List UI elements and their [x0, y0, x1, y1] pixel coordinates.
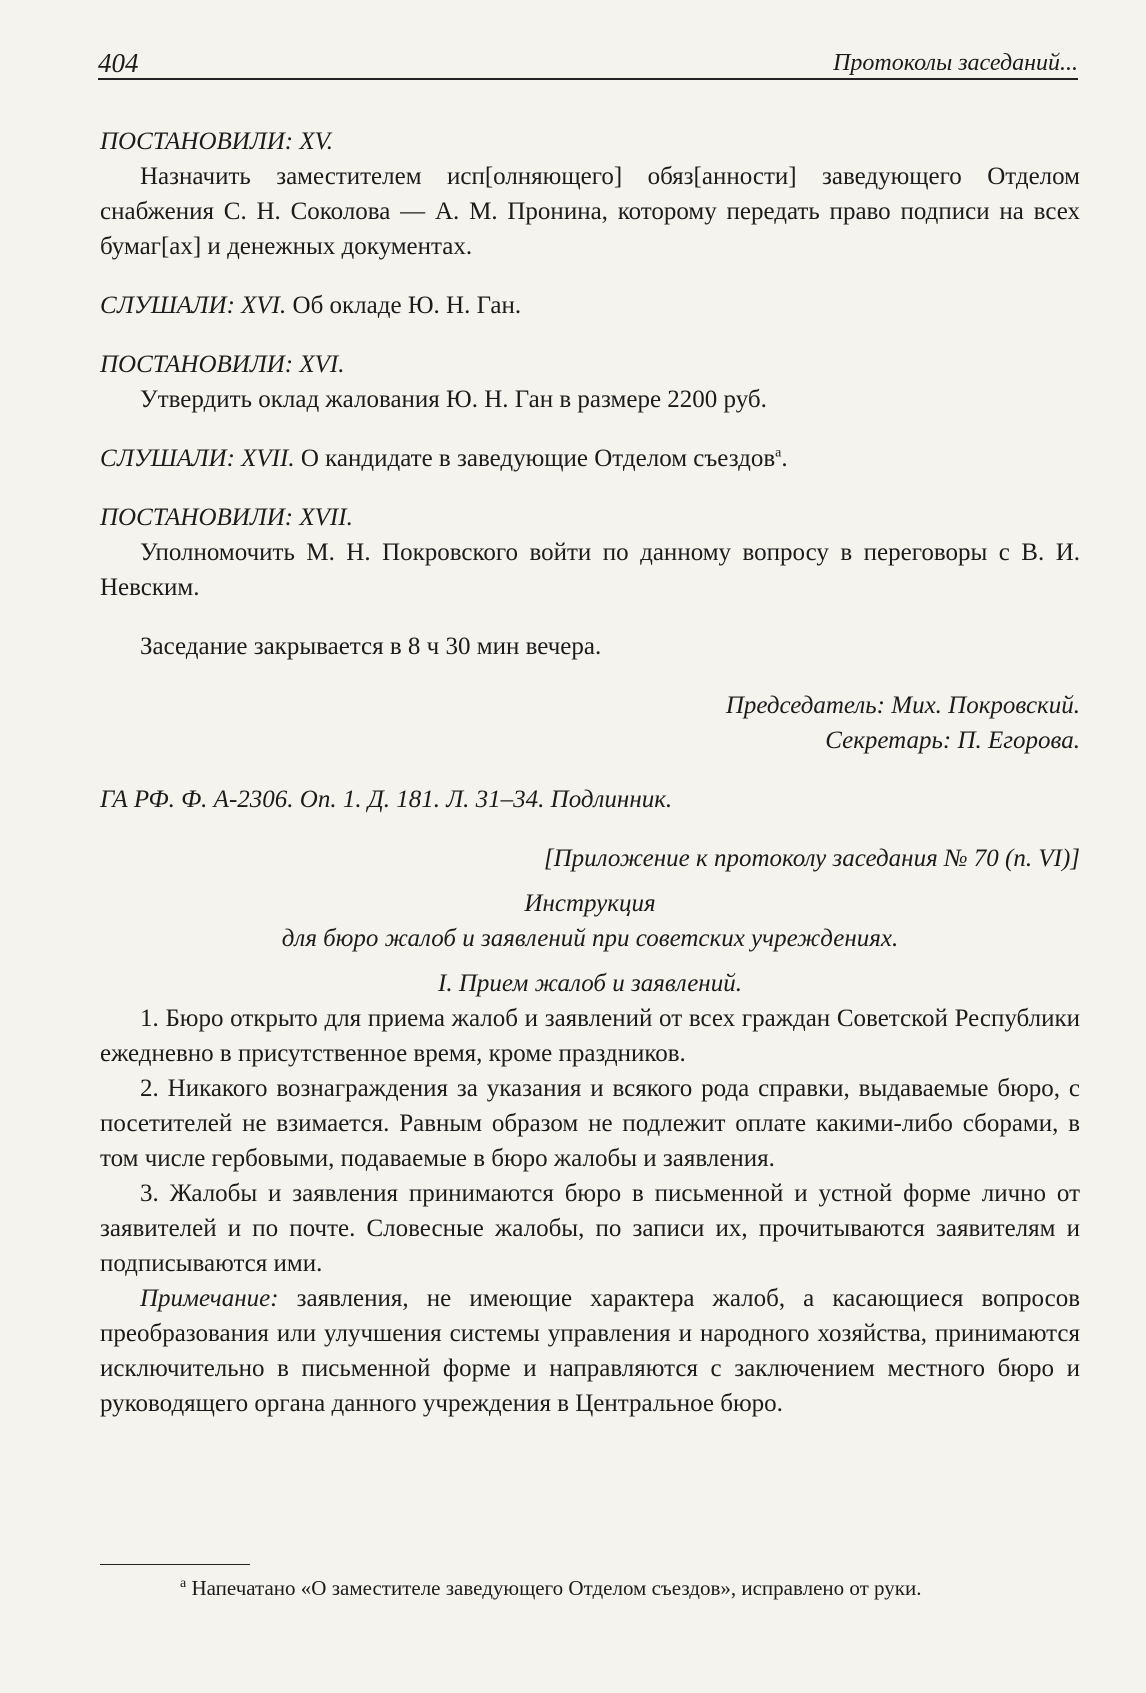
heard-text-17-end: . [781, 445, 788, 472]
instruction-title: Инструкция [524, 890, 656, 917]
instruction-item-1: 1. Бюро открыто для приема жалоб и заявлений от всех граждан Советской Республики ежедневно в присутственное время, кроме праздников. [100, 1005, 1080, 1067]
meeting-closing: Заседание закрывается в 8 ч 30 мин вечера. [140, 633, 602, 660]
resolution-text-17: Уполномочить М. Н. Покровского войти по данному вопросу в переговоры с В. И. Невским. [100, 539, 1080, 601]
heard-text-16: Об окладе Ю. Н. Ган. [286, 292, 522, 319]
archive-reference: ГА РФ. Ф. А-2306. Оп. 1. Д. 181. Л. 31–34. Подлинник. [100, 786, 673, 813]
resolution-heading-16: ПОСТАНОВИЛИ: XVI. [100, 351, 345, 378]
footnote-divider [100, 1564, 250, 1565]
resolution-text-16: Утвердить оклад жалования Ю. Н. Ган в размере 2200 руб. [140, 386, 767, 413]
running-title: Протоколы заседаний... [833, 50, 1078, 76]
heard-item-16 [100, 288, 1080, 323]
signature-secretary: Секретарь: П. Егорова. [825, 727, 1080, 754]
instruction-item-2: 2. Никакого вознаграждения за указания и всякого рода справки, выдаваемые бюро, с посетителей не взимается. Равным образом не подлежит оплате какими-либо сборами, в том числе гербовыми, подаваемые в бюро жалобы и заявления. [100, 1075, 1080, 1172]
footnote-mark: а [180, 1576, 187, 1591]
note-label: Примечание: [140, 1285, 279, 1312]
appendix-heading: [Приложение к протоколу заседания № 70 (п. VI)] [543, 845, 1080, 872]
resolution-heading-17: ПОСТАНОВИЛИ: XVII. [100, 504, 353, 531]
signature-chairman: Председатель: Мих. Покровский. [725, 692, 1080, 719]
instruction-item-3: 3. Жалобы и заявления принимаются бюро в письменной и устной форме лично от заявителей и по почте. Словесные жалобы, по записи их, прочитываются заявителям и подписываются ими. [100, 1180, 1080, 1277]
note-text: заявления, не имеющие характера жалоб, а касающиеся вопросов преобразования или улучшения системы управления и народного хозяйства, принимаются исключительно в письменной форме и направляются с заключением местного бюро и руководящего органа данного учреждения в Центральное бюро. [100, 1285, 1080, 1417]
heard-item-17 [100, 441, 1080, 476]
page-number: 404 [98, 48, 139, 78]
instruction-note [100, 1281, 1080, 1421]
footnote-ref: а [775, 445, 782, 461]
resolution-text-15: Назначить заместителем исп[олняющего] обяз[анности] заведующего Отделом снабжения С. Н. Соколова — А. М. Пронина, которому передать право подписи на всех бумаг[ах] и денежных документах. [100, 163, 1080, 260]
resolution-heading-15: ПОСТАНОВИЛИ: XV. [100, 128, 333, 155]
section-heading: I. Прием жалоб и заявлений. [438, 970, 742, 997]
page-body [100, 124, 1080, 1421]
heard-text-17: О кандидате в заведующие Отделом съездов [294, 445, 776, 472]
page-header [98, 42, 1078, 80]
heard-label-17: СЛУШАЛИ: XVII. [100, 445, 295, 472]
heard-label-16: СЛУШАЛИ: XVI. [100, 292, 287, 319]
instruction-subtitle: для бюро жалоб и заявлений при советских учреждениях. [281, 925, 899, 952]
footnote-text: Напечатано «О заместителе заведующего Отделом съездов», исправлено от руки. [186, 1576, 922, 1600]
footnote [180, 1574, 1080, 1602]
